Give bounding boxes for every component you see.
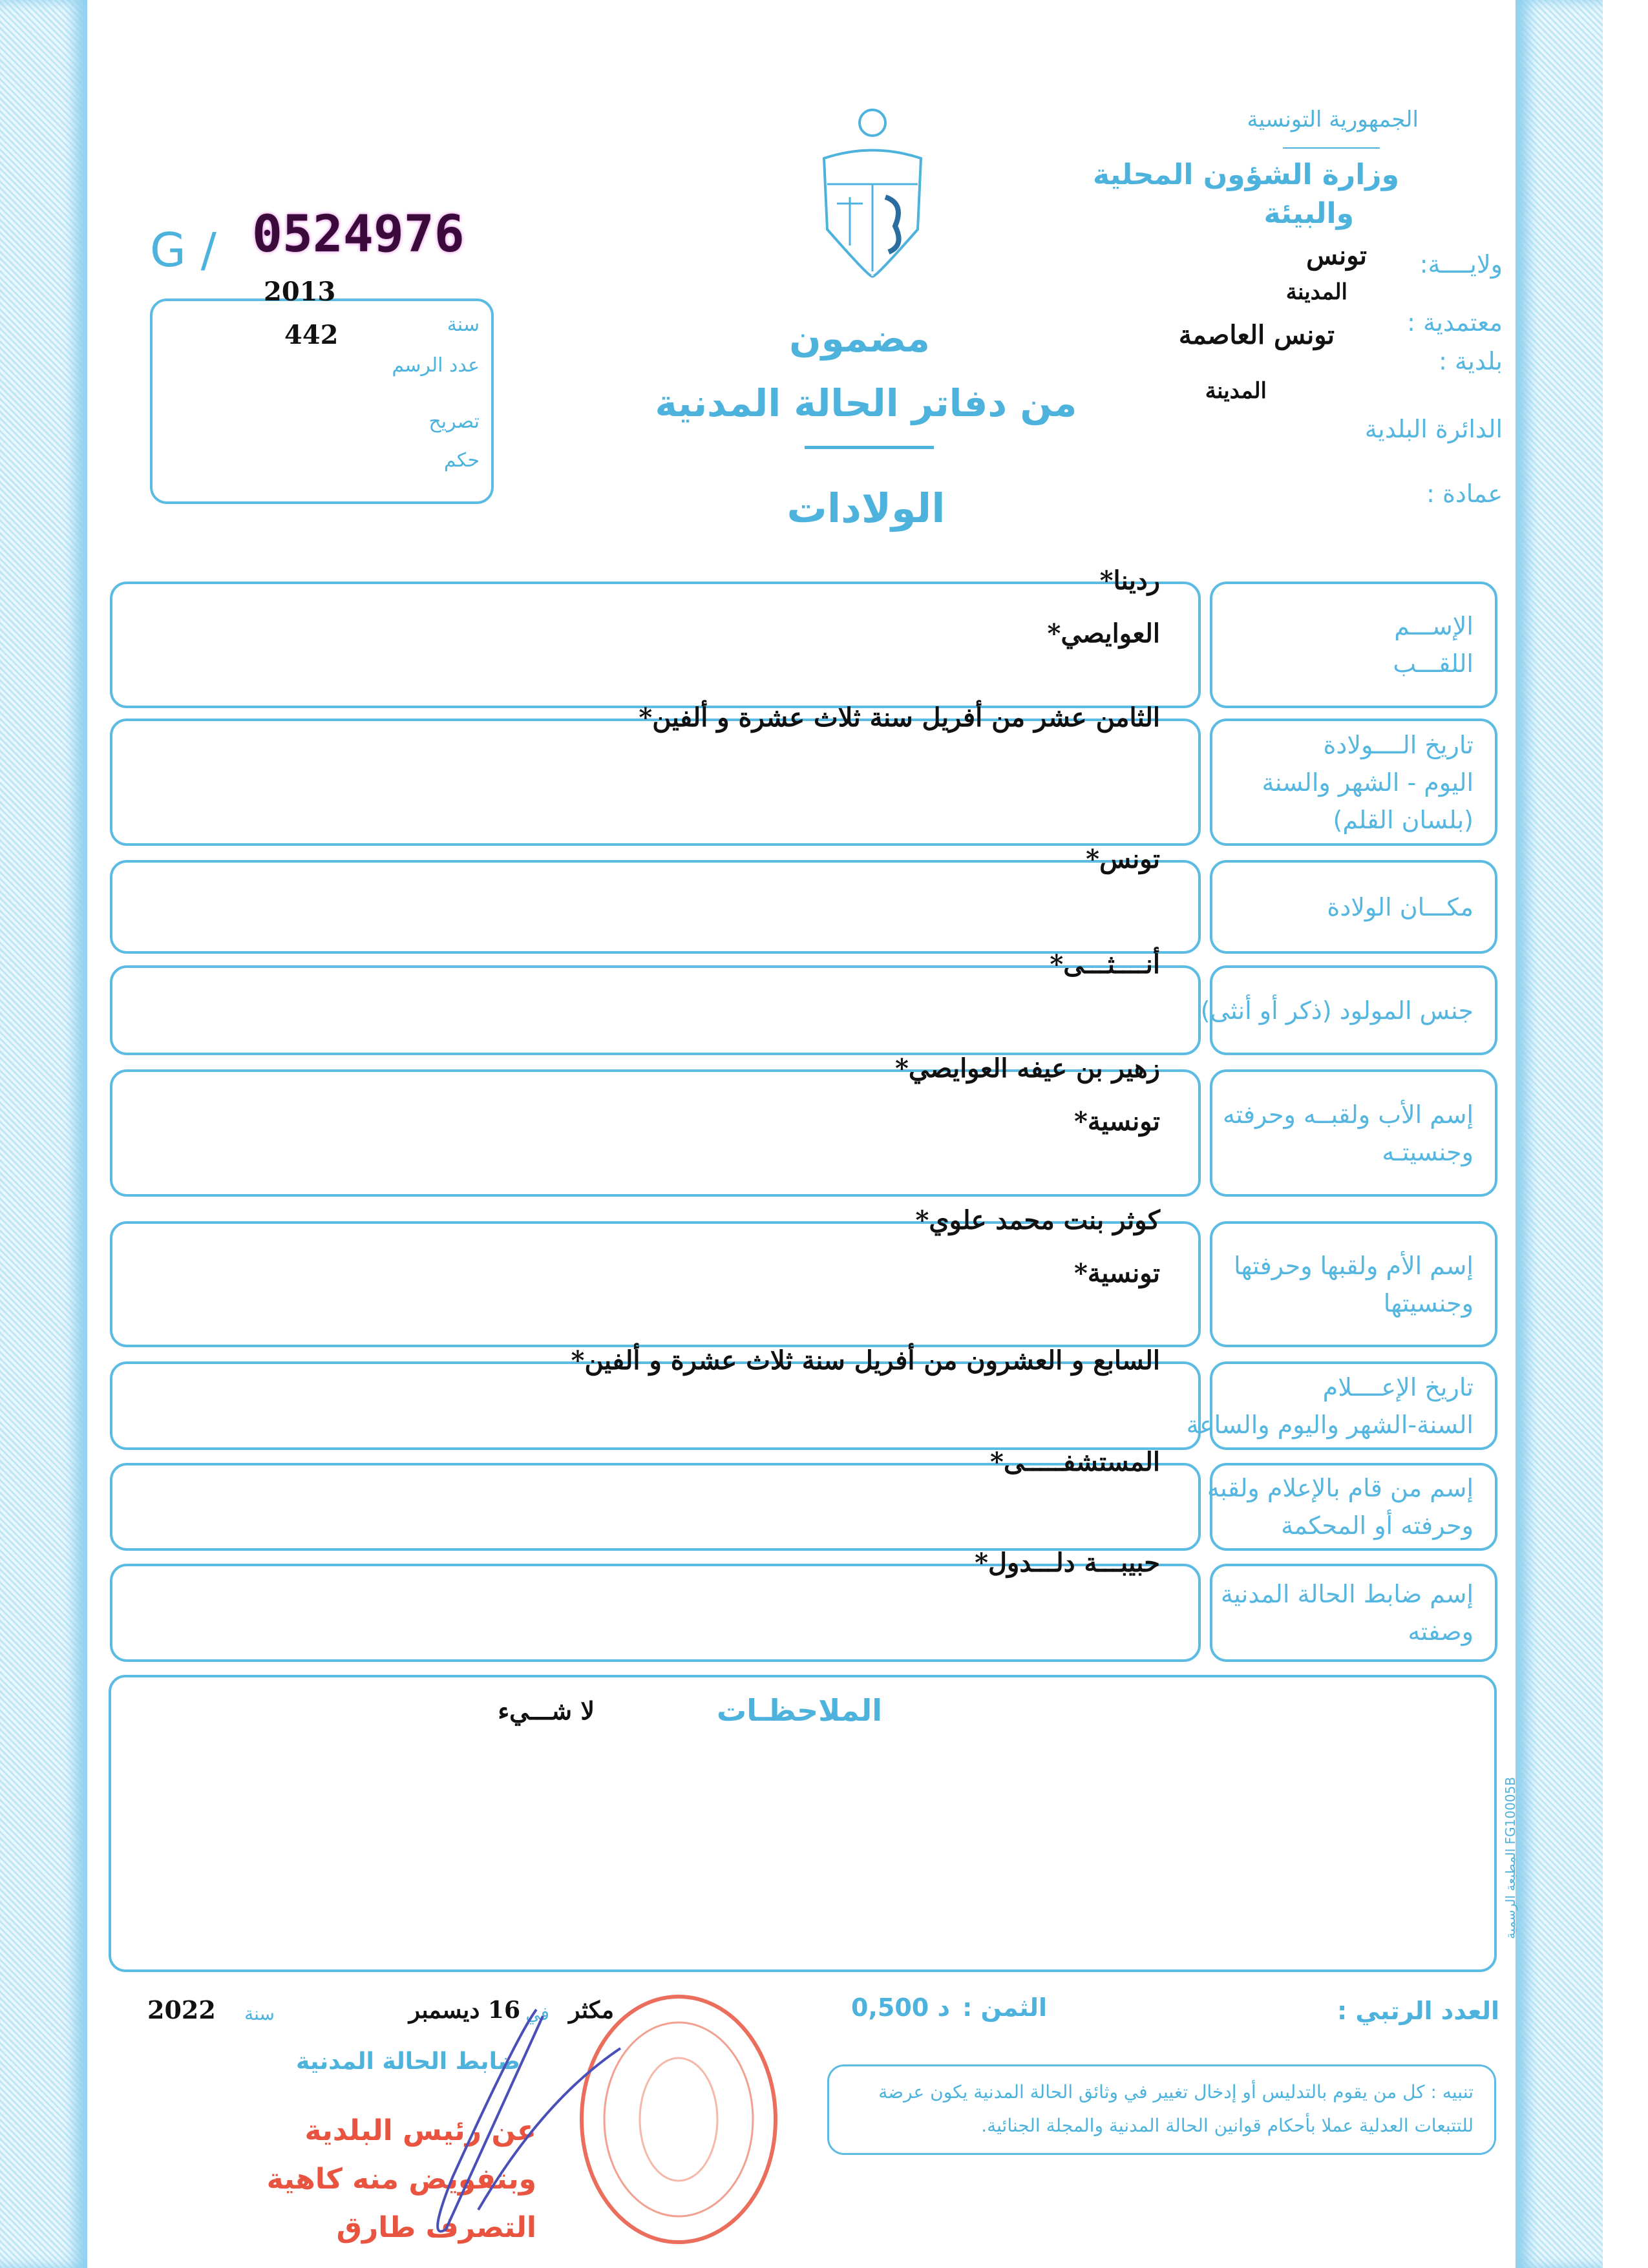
- row-value-box: [110, 1221, 1201, 1347]
- municipality-value: تونس العاصمة: [1178, 320, 1335, 350]
- printer-mark: المطبعة الرسمية FG10005B: [1503, 1777, 1518, 1939]
- row-label-line: تاريخ الــــولادة: [1323, 730, 1474, 759]
- row-value: العوايصي*: [1047, 618, 1160, 649]
- row-value: المستشفـــــى*: [990, 1447, 1160, 1477]
- title-line1: مضمون: [789, 317, 930, 361]
- row-label-line: اللقـــب: [1393, 649, 1474, 678]
- row-value-box: [110, 719, 1201, 846]
- serial-prefix: G /: [150, 223, 217, 277]
- row-label-line: وجنسيتها: [1383, 1288, 1474, 1318]
- municipality-label: بلدية :: [1439, 347, 1503, 375]
- row-value: السابع و العشرون من أفريل سنة ثلاث عشرة و ألفين*: [571, 1345, 1160, 1376]
- warning-text: تنبيه : كل من يقوم بالتدليس أو إدخال تغيير في وثائق الحالة المدنية يكون عرضة للتتبعات العدلية عملا بأحكام قوانين الحالة المدنية والمجلة الجنائية.: [878, 2081, 1474, 2136]
- price-label: الثمن :: [962, 1993, 1047, 2022]
- tunisia-emblem-icon: [814, 107, 931, 278]
- row-label-line: إسم ضابط الحالة المدنية: [1220, 1580, 1474, 1608]
- row-label-line: وجنسيتـه: [1382, 1137, 1474, 1166]
- date-prefix: في: [525, 2003, 549, 2024]
- municipal-district-value: المدينة: [1205, 378, 1267, 404]
- title-line2: من دفاتر الحالة المدنية: [655, 381, 1077, 425]
- row-value: الثامن عشر من أفريل سنة ثلاث عشرة و ألفين*: [639, 702, 1160, 733]
- row-label-line: جنس المولود (ذكر أو أنثى): [1200, 996, 1474, 1025]
- row-value-box: [110, 1564, 1201, 1662]
- row-label-line: وحرفته أو المحكمة: [1281, 1511, 1474, 1540]
- row-label-line: اليوم - الشهر والسنة: [1262, 768, 1474, 797]
- price-value: 0,500 د: [851, 1993, 950, 2022]
- sector-label: عمادة :: [1426, 479, 1503, 508]
- declaration-label: تصريح: [428, 410, 480, 433]
- row-value: تونس*: [1086, 844, 1160, 874]
- republic-heading: الجمهورية التونسية: [1247, 107, 1419, 132]
- serial-order-label: العدد الرتبي :: [1336, 1997, 1499, 2025]
- issue-date: 16 ديسمبر: [408, 1997, 520, 2024]
- row-value-box: [110, 860, 1201, 954]
- title-line3: الولادات: [787, 485, 945, 532]
- row-label-line: إسم الأب ولقبــه وحرفته: [1223, 1100, 1474, 1129]
- title-underline: [805, 446, 934, 449]
- row-value: حبيبـــة دلـــدول*: [975, 1548, 1160, 1578]
- serial-number: 0524976: [252, 205, 465, 264]
- row-label-line: وصفته: [1408, 1617, 1474, 1646]
- row-label-line: الإســـم: [1394, 612, 1474, 640]
- municipal-district-label: الدائرة البلدية: [1364, 415, 1503, 443]
- row-label-line: السنة-الشهر واليوم والساعة: [1186, 1410, 1474, 1439]
- governorate-label: ولايــــة:: [1419, 250, 1503, 278]
- row-value: تونسية*: [1073, 1106, 1160, 1137]
- record-year-label: سنة: [447, 313, 480, 336]
- delegation-value: المدينة: [1285, 279, 1347, 305]
- row-label-line: تاريخ الإعــــلام: [1322, 1372, 1474, 1402]
- issue-year: 2022: [147, 1995, 216, 2024]
- issue-place: مكثر: [569, 1997, 614, 2024]
- row-label-line: إسم الأم ولقبها وحرفتها: [1234, 1251, 1474, 1280]
- divider: [1283, 147, 1380, 149]
- row-value: زهير بن عيفه العوايصي*: [895, 1053, 1160, 1084]
- remarks-label: الملاحظـات: [717, 1693, 882, 1728]
- judgment-label: حكم: [443, 449, 480, 472]
- delegation-label: معتمدية :: [1407, 308, 1503, 337]
- governorate-value: تونس: [1306, 240, 1367, 271]
- row-label-line: مكـــان الولادة: [1327, 892, 1474, 921]
- ministry-line1: وزارة الشؤون المحلية: [1093, 158, 1399, 191]
- officer-label: ضابط الحالة المدنية: [296, 2048, 520, 2075]
- row-label-line: إسم من قام بالإعلام ولقبه: [1207, 1474, 1474, 1502]
- record-number: 442: [284, 320, 339, 350]
- year-label: سنة: [244, 2003, 275, 2024]
- row-value-box: [110, 1069, 1201, 1197]
- remarks-value: لا شـــيء: [498, 1696, 595, 1725]
- record-year: 2013: [264, 277, 336, 307]
- row-value: كوثر بنت محمد علوي*: [915, 1205, 1160, 1235]
- signature: [349, 1997, 640, 2268]
- guilloche-border-right: [1516, 0, 1603, 2268]
- row-value: تونسية*: [1073, 1258, 1160, 1288]
- officer-stamp: عن رئيس البلدية وبتفويض منه كاهية التصرف طارق: [266, 2114, 536, 2244]
- row-value: ردينا*: [1099, 565, 1160, 596]
- row-value: أنــــثـــى*: [1050, 949, 1160, 980]
- guilloche-border-left: [0, 0, 87, 2268]
- row-label-line: (بلسان القلم): [1333, 805, 1474, 834]
- row-value-box: [110, 582, 1201, 708]
- ministry-line2: والبيئة: [1263, 197, 1354, 230]
- record-number-label: عدد الرسم: [392, 354, 480, 377]
- row-value-box: [110, 965, 1201, 1055]
